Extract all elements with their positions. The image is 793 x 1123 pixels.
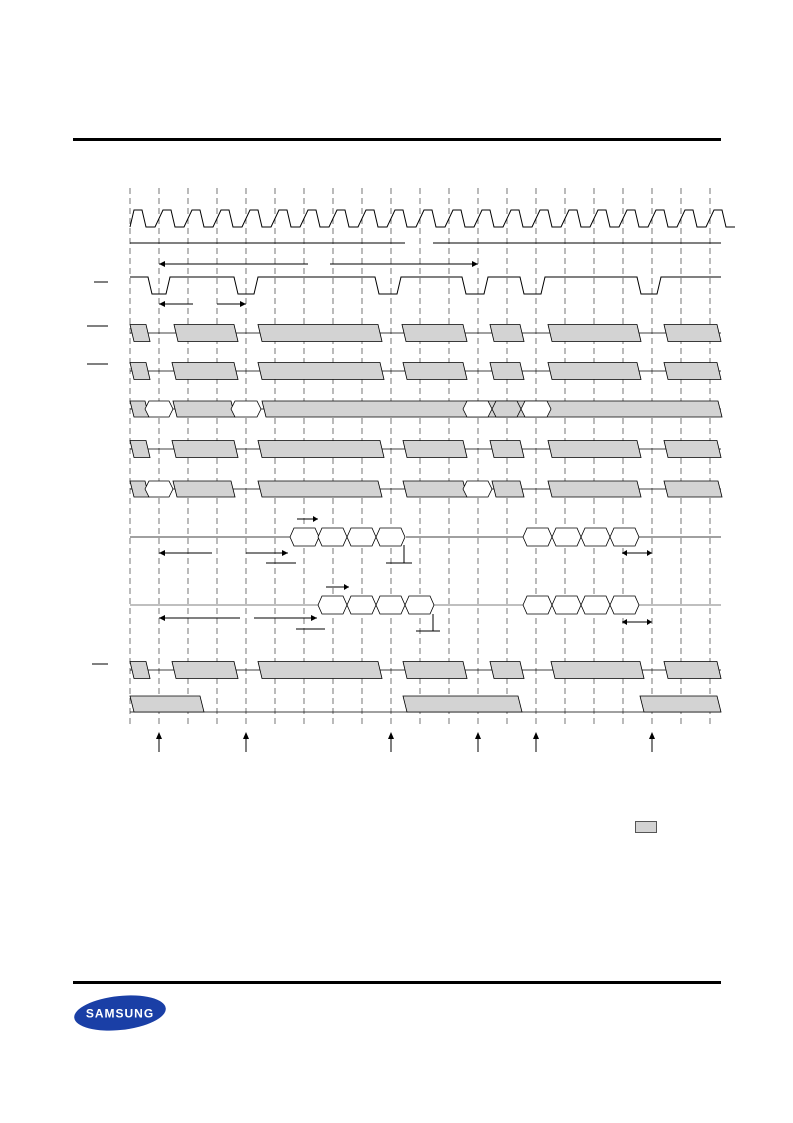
bottom-shade-1 (403, 696, 522, 712)
we-row-shade-1 (172, 441, 238, 458)
dq1-burst-b-3 (610, 528, 639, 546)
clock-waveform (130, 210, 735, 227)
dqm-row-shade-2 (258, 662, 382, 679)
addr-valid-0 (145, 401, 173, 417)
ba-shade-4 (492, 481, 524, 497)
ras-row-shade-6 (664, 325, 721, 342)
dq1-burst-b-1 (552, 528, 581, 546)
cl-arrowhead-1b (282, 550, 288, 556)
dqm-row-shade-0 (130, 662, 150, 679)
tac-arrowhead-2 (344, 584, 349, 590)
event-arrowhead-4 (533, 732, 539, 739)
cas-row-shade-5 (548, 363, 641, 380)
dq1-burst-a-1 (318, 528, 347, 546)
ba-valid-1 (463, 481, 492, 497)
dq2-burst-b-0 (523, 596, 552, 614)
trc-arrowhead-left (159, 261, 165, 267)
ba-shade-2 (258, 481, 382, 497)
cs-waveform (130, 277, 721, 294)
trp-arrowhead-2b (647, 619, 652, 625)
cl-arrowhead-2a (159, 615, 165, 621)
bottom-shade-0 (130, 696, 204, 712)
event-arrowhead-3 (475, 732, 481, 739)
cas-row-shade-3 (403, 363, 467, 380)
dq2-burst-b-2 (581, 596, 610, 614)
ba-shade-3 (403, 481, 467, 497)
tac-arrowhead-1 (313, 516, 318, 522)
samsung-logo (73, 995, 167, 1031)
dq1-burst-b-2 (581, 528, 610, 546)
dq1-burst-b-0 (523, 528, 552, 546)
addr-valid-2 (463, 401, 492, 417)
ras-row-shade-1 (174, 325, 238, 342)
trp-arrowhead-1b (647, 550, 652, 556)
addr-valid-1 (231, 401, 261, 417)
dqm-row-shade-1 (172, 662, 238, 679)
addr-shade-1 (173, 401, 235, 417)
cas-row-shade-0 (130, 363, 150, 380)
ras-row-shade-2 (258, 325, 382, 342)
cl-arrowhead-1a (159, 550, 165, 556)
dq1-burst-a-3 (376, 528, 405, 546)
ba-shade-1 (173, 481, 235, 497)
cl-arrowhead-2b (311, 615, 317, 621)
dq2-burst-b-3 (610, 596, 639, 614)
event-arrowhead-5 (649, 732, 655, 739)
trcd-arrowhead-b (240, 301, 246, 307)
dq1-burst-a-2 (347, 528, 376, 546)
dqm-row-shade-6 (664, 662, 721, 679)
dq2-burst-a-2 (376, 596, 405, 614)
bottom-shade-2 (640, 696, 721, 712)
we-row-shade-4 (490, 441, 524, 458)
addr-valid-3 (492, 401, 521, 417)
ba-shade-6 (664, 481, 722, 497)
dqm-row-shade-3 (403, 662, 467, 679)
we-row-shade-5 (548, 441, 641, 458)
dq2-burst-b-1 (552, 596, 581, 614)
ba-valid-0 (145, 481, 173, 497)
cas-row-shade-2 (258, 363, 384, 380)
dqm-row-shade-5 (551, 662, 644, 679)
dq2-burst-a-1 (347, 596, 376, 614)
logo-text: SAMSUNG (85, 1006, 155, 1021)
dqm-row-shade-4 (490, 662, 524, 679)
we-row-shade-6 (664, 441, 721, 458)
we-row-shade-2 (258, 441, 384, 458)
ras-row-shade-0 (130, 325, 150, 342)
trcd-arrowhead-a (159, 301, 165, 307)
dq2-burst-a-3 (405, 596, 434, 614)
footer-rule (73, 981, 721, 984)
ras-row-shade-4 (490, 325, 524, 342)
event-arrowhead-0 (156, 732, 162, 739)
event-arrowhead-1 (243, 732, 249, 739)
event-arrowhead-2 (388, 732, 394, 739)
cas-row-shade-1 (172, 363, 238, 380)
cas-row-shade-4 (490, 363, 524, 380)
dq2-burst-a-0 (318, 596, 347, 614)
cas-row-shade-6 (664, 363, 721, 380)
ras-row-shade-3 (402, 325, 467, 342)
dont-care-legend-swatch (635, 821, 657, 833)
dq1-burst-a-0 (290, 528, 319, 546)
addr-valid-4 (521, 401, 551, 417)
we-row-shade-0 (130, 441, 150, 458)
trc-arrowhead-right (472, 261, 478, 267)
ba-shade-5 (548, 481, 641, 497)
we-row-shade-3 (403, 441, 467, 458)
ras-row-shade-5 (548, 325, 641, 342)
